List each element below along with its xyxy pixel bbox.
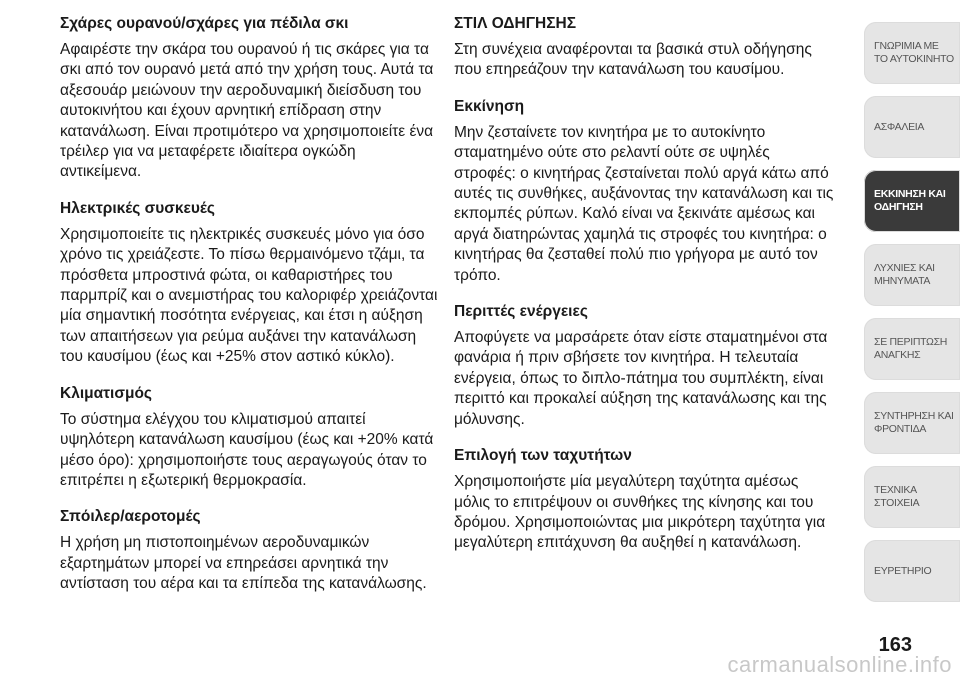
section-heading: Σχάρες ουρανού/σχάρες για πέδιλα σκι [60,15,349,32]
section-body: Η χρήση μη πιστοποιημένων αεροδυναμικών εξαρτημάτων μπορεί να επηρεάσει αρνητικά την αντίσταση του αέρα και τα επίπεδα της κατανάλωσης. [60,534,427,593]
section-roof-racks [60,14,440,183]
section-body: Μην ζεσταίνετε τον κινητήρα με το αυτοκίνητο σταματημένο ούτε στο ρελαντί ούτε σε υψηλές στροφές: ο κινητήρας ζεσταίνεται πολύ αργά κάτω από αυτές τις συνθήκες, αυξάνοντας την κατανάλωση και τις εκπομπές ρύπων. Καλό είναι να ξεκινάτε αμέσως και αργά διατηρώντας χαμηλά τις στροφές του κινητήρα: ο κινητήρας θα ζεσταθεί πολύ πιο γρήγορα με αυτό τον τρόπο. [454,123,834,284]
section-unnecessary-actions [454,302,834,430]
tab-label: ΑΣΦΑΛΕΙΑ [874,120,925,133]
section-body: Χρησιμοποιείτε τις ηλεκτρικές συσκευές μόνο για όσο χρόνο τις χρειάζεστε. Το πίσω θερμαινόμενο τζάμι, τα πρόσθετα μπροστινά φώτα, οι καθαριστήρες του παρμπρίζ και ο ανεμιστήρας του καλοριφέρ χρειάζονται μία σημαντική ποσότητα ενέργειας, και έτσι η αύξηση των απαιτήσεων για ρεύμα αυξάνει την κατανάλωση του καυσίμου (έως και +25% στον αστικό κύκλο). [60,225,438,366]
tab-technical-data[interactable] [864,466,960,528]
section-heading: Σπόιλερ/αεροτομές [60,508,201,526]
section-body: Χρησιμοποιήστε μία μεγαλύτερη ταχύτητα αμέσως μόλις το επιτρέψουν οι συνθήκες της κίνησης και του δρόμου. Χρησιμοποιώντας μια μικρότερη ταχύτητα για μεγαλύτερη επιτάχυνση θα αυξηθεί η κατανάλωση. [454,473,826,552]
tab-label: ΣΥΝΤΗΡΗΣΗ ΚΑΙ ΦΡΟΝΤΙΔΑ [874,410,954,435]
tab-safety[interactable] [864,96,960,158]
section-air-conditioning [60,384,440,492]
tab-label: ΣΕ ΠΕΡΙΠΤΩΣΗ ΑΝΑΓΚΗΣ [874,336,948,361]
right-column [454,14,834,570]
tab-label: ΓΝΩΡΙΜΙΑ ΜΕ ΤΟ ΑΥΤΟΚΙΝΗΤΟ [874,40,954,65]
tab-starting-and-driving[interactable] [864,170,960,232]
chapter-tabs [864,22,960,614]
section-heading: Επιλογή των ταχυτήτων [454,447,632,465]
tab-getting-to-know-car[interactable] [864,22,960,84]
tab-maintenance[interactable] [864,392,960,454]
section-heading: Περιττές ενέργειες [454,303,588,321]
tab-label: ΤΕΧΝΙΚΑ ΣΤΟΙΧΕΙΑ [874,484,920,509]
section-electrical-devices [60,199,440,368]
section-driving-style [454,14,834,81]
tab-label: ΛΥΧΝΙΕΣ ΚΑΙ ΜΗΝΥΜΑΤΑ [874,262,935,287]
section-spoilers [60,507,440,594]
tab-label: ΕΚΚΙΝΗΣΗ ΚΑΙ ΟΔΗΓΗΣΗ [874,188,946,213]
tab-emergency[interactable] [864,318,960,380]
section-heading: Εκκίνηση [454,97,525,115]
section-body: Αφαιρέστε την σκάρα του ουρανού ή τις σκάρες για τα σκι από τον ουρανό μετά από την χρήση τους. Αυτά τα αξεσουάρ μειώνουν την αεροδυναμική διείσδυση του αυτοκινήτου και έχουν αρνητική επίδραση στην κατανάλωση. Είναι προτιμότερο να χρησιμοποιείτε ένα τρέιλερ για να μεταφέρετε ιδιαίτερα ογκώδη αντικείμενα. [60,41,434,181]
tab-index[interactable] [864,540,960,602]
page-number: 163 [878,634,912,656]
section-body: Το σύστημα ελέγχου του κλιματισμού απαιτεί υψηλότερη κατανάλωση καυσίμου (έως και +20% κατά μέσο όρο): χρησιμοποιήστε τους αεραγωγούς όταν το επιτρέπει η εξωτερική θερμοκρασία. [60,410,434,489]
watermark: carmanualsonline.info [727,652,952,677]
section-heading: ΣΤΙΛ ΟΔΗΓΗΣΗΣ [454,15,577,32]
section-gear-selection [454,446,834,554]
section-body: Στη συνέχεια αναφέρονται τα βασικά στυλ οδήγησης που επηρεάζουν την κατανάλωση του καυσίμου. [454,41,812,79]
section-heading: Ηλεκτρικές συσκευές [60,199,215,217]
tab-label: ΕΥΡΕΤΗΡΙΟ [874,564,932,577]
tab-warning-lights[interactable] [864,244,960,306]
left-column [60,14,440,611]
section-heading: Κλιματισμός [60,384,152,402]
section-body: Αποφύγετε να μαρσάρετε όταν είστε σταματημένοι στα φανάρια ή πριν σβήσετε τον κινητήρα. Η τελευταία ενέργεια, όπως το διπλο-πάτημα του συμπλέκτη, είναι περιττό και προκαλεί αύξηση της κατανάλωσης και της μόλυνσης. [454,329,828,428]
section-starting [454,97,834,286]
